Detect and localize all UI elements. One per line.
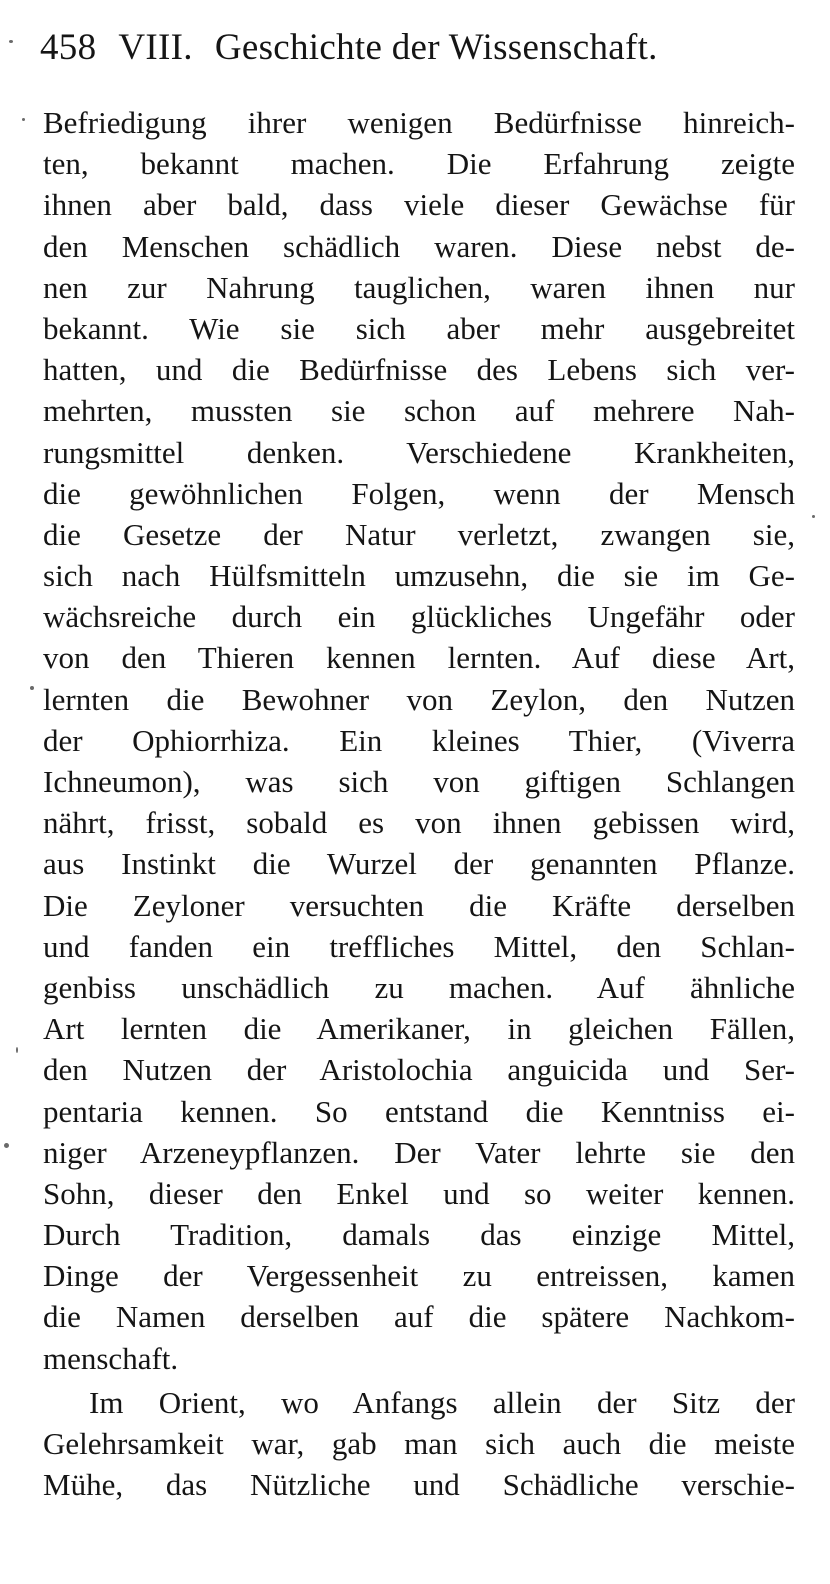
text-line: Befriedigung ihrer wenigen Bedürfnisse hinreich- bbox=[43, 105, 795, 140]
text-line: und fanden ein treffliches Mittel, den Schlan- bbox=[43, 928, 795, 964]
text-line: von den Thieren kennen lernten. Auf diese Art, bbox=[43, 640, 795, 676]
text-line: der Ophiorrhiza. Ein kleines Thier, (Viverra bbox=[43, 722, 795, 758]
text-line: sich nach Hülfsmitteln umzusehn, die sie im Ge- bbox=[43, 558, 795, 594]
paper-speck bbox=[22, 118, 25, 121]
text-line: menschaft. bbox=[43, 1340, 179, 1376]
text-line: nen zur Nahrung tauglichen, waren ihnen nur bbox=[43, 269, 795, 305]
text-line: die gewöhnlichen Folgen, wenn der Mensch bbox=[43, 475, 795, 511]
text-line: Durch Tradition, damals das einzige Mittel, bbox=[43, 1217, 795, 1253]
text-line: nährt, frisst, sobald es von ihnen gebissen wird, bbox=[43, 805, 795, 841]
text-line: den Nutzen der Aristolochia anguicida und Ser- bbox=[43, 1052, 795, 1088]
text-line: Die Zeyloner versuchten die Kräfte derselben bbox=[43, 887, 795, 923]
text-line: die Namen derselben auf die spätere Nachkom- bbox=[43, 1299, 795, 1335]
text-line: wächsreiche durch ein glückliches Ungefähr oder bbox=[43, 599, 795, 635]
text-line: mehrten, mussten sie schon auf mehrere Nah- bbox=[43, 393, 795, 429]
text-line: aus Instinkt die Wurzel der genannten Pflanze. bbox=[43, 846, 795, 882]
text-line: Sohn, dieser den Enkel und so weiter kennen. bbox=[43, 1175, 795, 1211]
text-line: ihnen aber bald, dass viele dieser Gewächse für bbox=[43, 187, 795, 223]
text-line: Gelehrsamkeit war, gab man sich auch die meiste bbox=[43, 1426, 795, 1461]
text-line: den Menschen schädlich waren. Diese nebst de- bbox=[43, 228, 795, 264]
text-line: ten, bekannt machen. Die Erfahrung zeigte bbox=[43, 146, 795, 182]
text-line: niger Arzeneypflanzen. Der Vater lehrte sie den bbox=[43, 1134, 795, 1170]
text-line: rungsmittel denken. Verschiedene Krankheiten, bbox=[43, 434, 795, 470]
paper-speck bbox=[30, 686, 34, 690]
body-text bbox=[43, 102, 795, 1505]
paper-speck bbox=[16, 1047, 18, 1053]
text-line: Im Orient, wo Anfangs allein der Sitz der bbox=[89, 1384, 795, 1420]
paper-speck bbox=[4, 1143, 9, 1148]
text-line: Mühe, das Nützliche und Schädliche verschie- bbox=[43, 1467, 795, 1503]
text-line: Art lernten die Amerikaner, in gleichen Fällen, bbox=[43, 1011, 795, 1047]
paper-speck bbox=[812, 515, 815, 518]
text-line: bekannt. Wie sie sich aber mehr ausgebreitet bbox=[43, 310, 795, 346]
paragraph-2 bbox=[43, 1382, 795, 1506]
running-head bbox=[40, 26, 800, 76]
text-line: die Gesetze der Natur verletzt, zwangen sie, bbox=[43, 516, 795, 552]
paragraph-1 bbox=[43, 102, 795, 1379]
text-line: pentaria kennen. So entstand die Kenntniss ei- bbox=[43, 1093, 795, 1129]
chapter-number: VIII. bbox=[118, 27, 193, 68]
page-number: 458 bbox=[40, 27, 97, 68]
paper-speck bbox=[9, 40, 13, 43]
text-line: Dinge der Vergessenheit zu entreissen, kamen bbox=[43, 1258, 795, 1294]
running-title: Geschichte der Wissenschaft. bbox=[214, 27, 658, 68]
text-line: lernten die Bewohner von Zeylon, den Nutzen bbox=[43, 681, 795, 717]
text-line: Ichneumon), was sich von giftigen Schlangen bbox=[43, 764, 795, 799]
text-line: hatten, und die Bedürfnisse des Lebens sich ver- bbox=[43, 352, 795, 388]
text-line: genbiss unschädlich zu machen. Auf ähnliche bbox=[43, 969, 795, 1005]
